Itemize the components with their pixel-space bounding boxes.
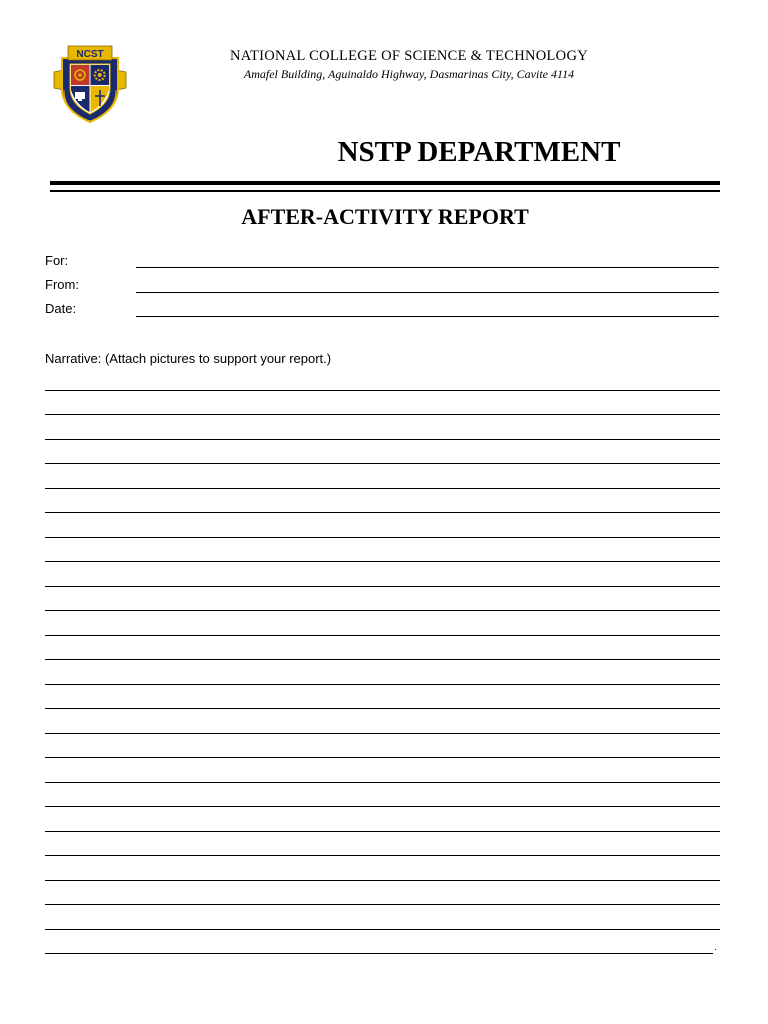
narrative-line[interactable] [45, 881, 720, 906]
narrative-line[interactable] [45, 734, 720, 759]
narrative-line[interactable] [45, 685, 720, 710]
narrative-lines[interactable] [45, 366, 720, 954]
narrative-line[interactable] [45, 905, 720, 930]
end-mark: . [714, 942, 717, 953]
for-label: For: [45, 253, 69, 268]
narrative-line[interactable] [45, 611, 720, 636]
report-title: AFTER-ACTIVITY REPORT [241, 204, 529, 229]
college-name: NATIONAL COLLEGE OF SCIENCE & TECHNOLOGY [230, 48, 588, 64]
date-label: Date: [45, 301, 77, 316]
narrative-line[interactable] [45, 391, 720, 416]
narrative-line[interactable] [45, 489, 720, 514]
department-title: NSTP DEPARTMENT [337, 136, 621, 168]
from-line[interactable] [136, 292, 719, 293]
for-line[interactable] [136, 267, 719, 268]
narrative-line[interactable] [45, 513, 720, 538]
header-rule-thin [50, 190, 720, 192]
narrative-line[interactable] [45, 832, 720, 857]
narrative-line[interactable] [45, 587, 720, 612]
narrative-line[interactable] [45, 758, 720, 783]
college-address: Amafel Building, Aguinaldo Highway, Dasmarinas City, Cavite 4114 [243, 67, 575, 81]
header-rule-thick [50, 181, 720, 185]
logo-text: NCST [76, 49, 104, 60]
narrative-line[interactable] [45, 636, 720, 661]
ncst-seal-logo [50, 44, 130, 124]
narrative-line[interactable] [45, 930, 713, 955]
narrative-line[interactable] [45, 783, 720, 808]
narrative-line[interactable] [45, 464, 720, 489]
from-label: From: [45, 277, 79, 292]
narrative-line[interactable] [45, 366, 720, 391]
narrative-line[interactable] [45, 856, 720, 881]
narrative-line[interactable] [45, 562, 720, 587]
date-line[interactable] [136, 316, 719, 317]
narrative-label: Narrative: (Attach pictures to support your report.) [45, 351, 332, 366]
narrative-line[interactable] [45, 415, 720, 440]
narrative-line[interactable] [45, 440, 720, 465]
narrative-line[interactable] [45, 660, 720, 685]
narrative-line[interactable] [45, 538, 720, 563]
narrative-line[interactable] [45, 807, 720, 832]
narrative-line[interactable] [45, 709, 720, 734]
